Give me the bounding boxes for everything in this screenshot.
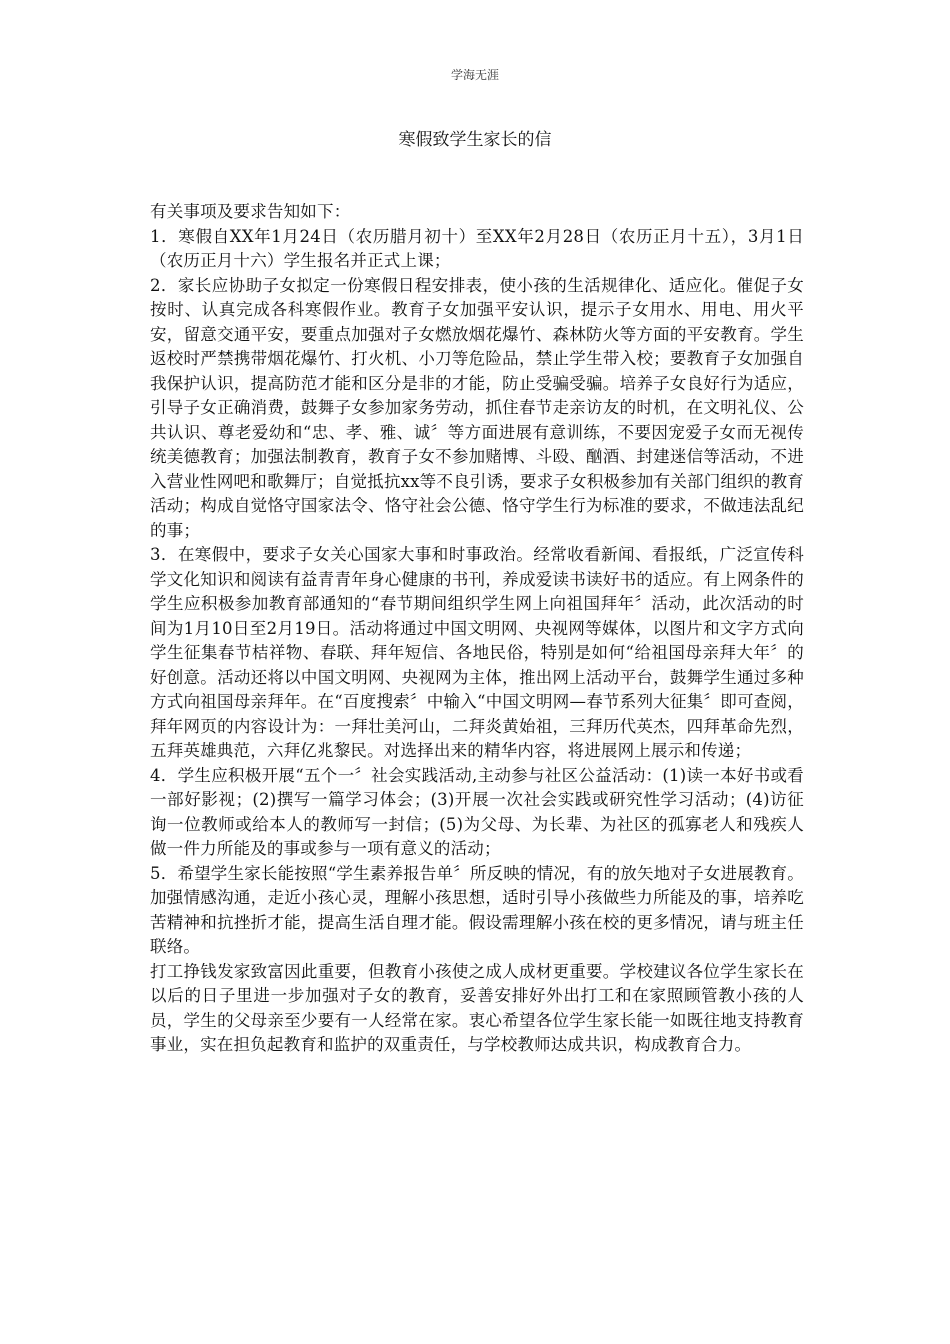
paragraph-item-4: 4．学生应积极开展“五个一〞社会实践活动,主动参与社区公益活动：(1)读一本好书或看一部好影视；(2)撰写一篇学习体会；(3)开展一次社会实践或研究性学习活动；(4)访征询一位教师或给本人的教师写一封信；(5)为父母、为长辈、为社区的孤寡老人和残疾人做一件力所能及的事或参与一项有意义的活动；	[150, 765, 804, 858]
paragraph-item-5: 5．希望学生家长能按照“学生素养报告单〞所反映的情况，有的放矢地对子女进展教育。加强情感沟通，走近小孩心灵，理解小孩思想，适时引导小孩做些力所能及的事，培养吃苦精神和抗挫折才能，提高生活自理才能。假设需理解小孩在校的更多情况，请与班主任联络。	[150, 863, 804, 956]
paragraph-item-1: 1．寒假自XX年1月24日（农历腊月初十）至XX年2月28日（农历正月十五），3月1日（农历正月十六）学生报名并正式上课；	[150, 226, 804, 270]
page-header: 学海无涯	[450, 68, 499, 82]
paragraph-intro: 有关事项及要求告知如下：	[150, 202, 351, 221]
document-body	[150, 200, 804, 1058]
document-title: 寒假致学生家长的信	[398, 130, 552, 150]
paragraph-item-2: 2．家长应协助子女拟定一份寒假日程安排表，使小孩的生活规律化、适应化。催促子女按时、认真完成各科寒假作业。教育子女加强平安认识，提示子女用水、用电、用火平安，留意交通平安，要重点加强对子女燃放烟花爆竹、森林防火等方面的平安教育。学生返校时严禁携带烟花爆竹、打火机、小刀等危险品，禁止学生带入校；要教育子女加强自我保护认识，提高防范才能和区分是非的才能，防止受骗受骗。培养子女良好行为适应，引导子女正确消费，鼓舞子女参加家务劳动，抓住春节走亲访友的时机，在文明礼仪、公共认识、尊老爱幼和“忠、孝、雅、诚〞等方面进展有意训练，不要因宠爱子女而无视传统美德教育；加强法制教育，教育子女不参加赌博、斗殴、酗酒、封建迷信等活动，不进入营业性网吧和歌舞厅；自觉抵抗xx等不良引诱，要求子女积极参加有关部门组织的教育活动；构成自觉恪守国家法令、恪守社会公德、恪守学生行为标准的要求，不做违法乱纪的事；	[150, 275, 804, 540]
paragraph-item-3: 3．在寒假中，要求子女关心国家大事和时事政治。经常收看新闻、看报纸，广泛宣传科学文化知识和阅读有益青青年身心健康的书刊，养成爱读书读好书的适应。有上网条件的学生应积极参加教育部通知的“春节期间组织学生网上向祖国拜年〞活动，此次活动的时间为1月10日至2月19日。活动将通过中国文明网、央视网等媒体，以图片和文字方式向学生征集春节桔祥物、春联、拜年短信、各地民俗，特别是如何“给祖国母亲拜大年〞的好创意。活动还将以中国文明网、央视网为主体，推出网上活动平台，鼓舞学生通过多种方式向祖国母亲拜年。在“百度搜索〞中输入“中国文明网—春节系列大征集〞即可查阅，拜年网页的内容设计为：一拜壮美河山，二拜炎黄始祖，三拜历代英杰，四拜革命先烈，五拜英雄典范，六拜亿兆黎民。对选择出来的精华内容，将进展网上展示和传递；	[150, 545, 804, 760]
paragraph-closing: 打工挣钱发家致富因此重要，但教育小孩使之成人成材更重要。学校建议各位学生家长在以后的日子里进一步加强对子女的教育，妥善安排好外出打工和在家照顾管教小孩的人员，学生的父母亲至少要有一人经常在家。衷心希望各位学生家长能一如既往地支持教育事业，实在担负起教育和监护的双重责任，与学校教师达成共识，构成教育合力。	[150, 961, 804, 1054]
